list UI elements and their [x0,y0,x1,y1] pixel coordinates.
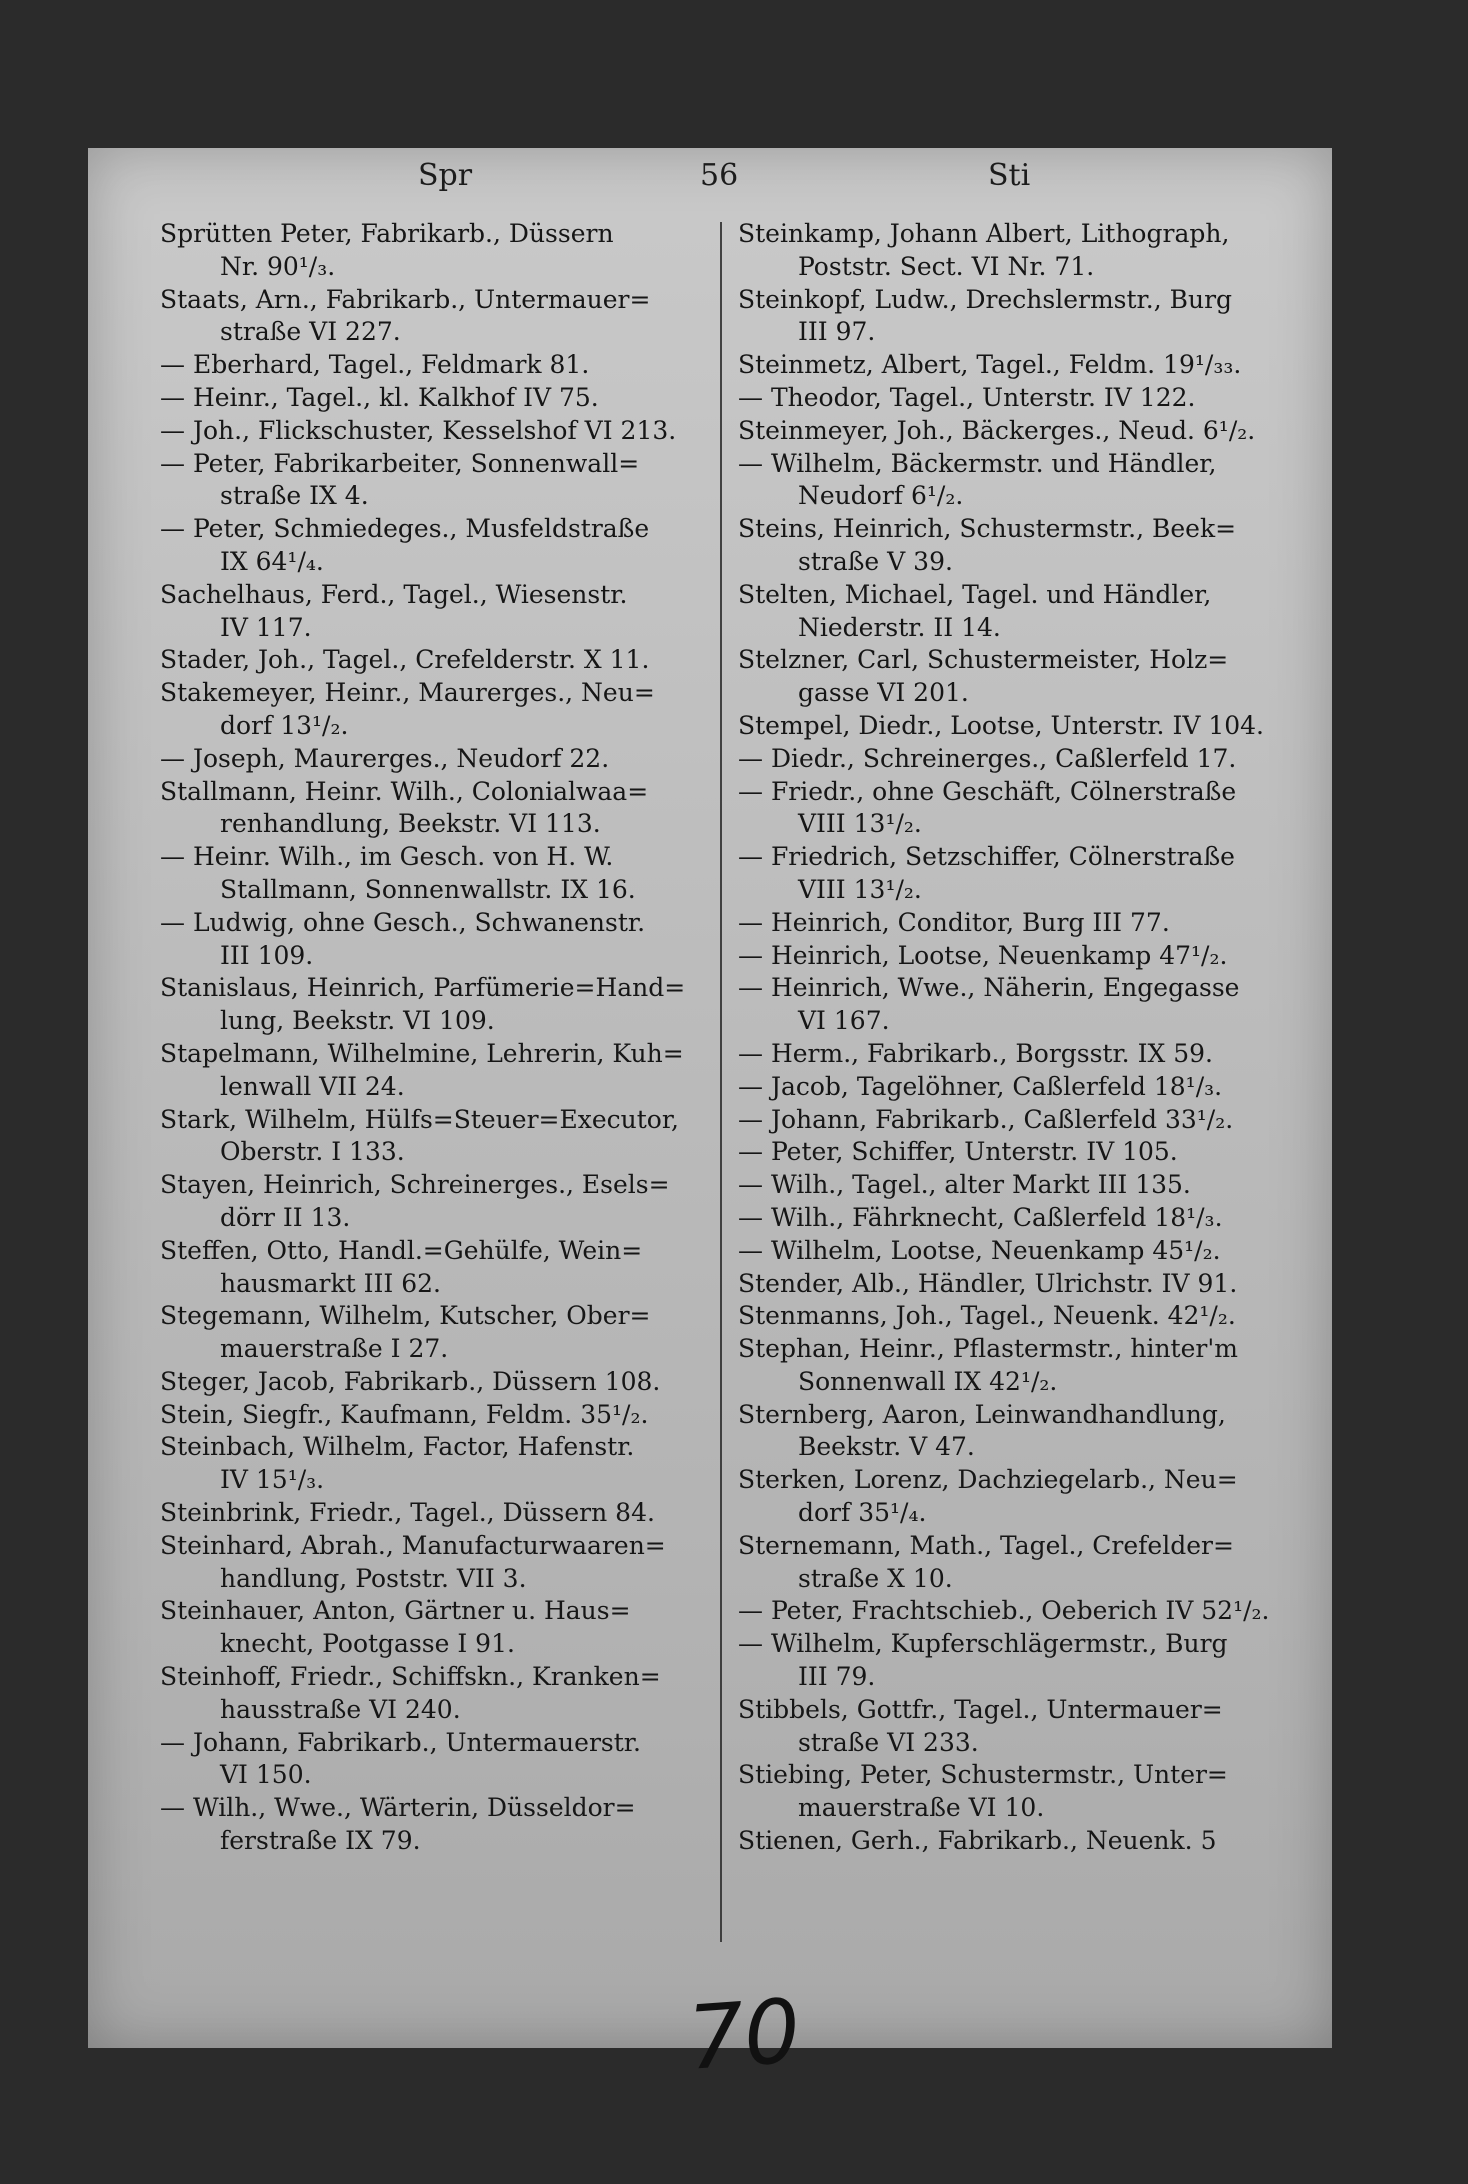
directory-entry-line: dörr II 13. [220,1202,351,1232]
directory-entry-line: Stender, Alb., Händler, Ulrichstr. IV 91. [738,1268,1238,1298]
directory-entry-line: Stayen, Heinrich, Schreinerges., Esels= [160,1170,670,1200]
directory-entry-line: gasse VI 201. [798,678,969,708]
directory-entry-line: lenwall VII 24. [220,1071,405,1101]
directory-entry-line: — Eberhard, Tagel., Feldmark 81. [160,350,590,380]
directory-entry-line: Stenmanns, Joh., Tagel., Neuenk. 42¹/₂. [738,1301,1236,1331]
directory-entry-line: dorf 35¹/₄. [798,1498,927,1528]
document-page [88,148,1332,2090]
directory-entry-line: Stegemann, Wilhelm, Kutscher, Ober= [160,1301,651,1331]
page-number: 56 [700,158,739,193]
directory-entry-line: — Heinrich, Wwe., Näherin, Engegasse [738,973,1240,1003]
directory-entry-line: hausstraße VI 240. [220,1694,461,1724]
directory-entry-line: III 97. [798,317,876,347]
directory-entry-line: Poststr. Sect. VI Nr. 71. [798,251,1095,281]
right-column [738,218,1298,1858]
directory-entry-line: Sonnenwall IX 42¹/₂. [798,1366,1058,1396]
directory-entry-line: — Heinr. Wilh., im Gesch. von H. W. [160,842,614,872]
directory-entry-line: VI 150. [220,1760,312,1790]
directory-entry-line: III 109. [220,940,314,970]
directory-entry-line: Steins, Heinrich, Schustermstr., Beek= [738,514,1237,544]
left-column [160,218,720,1858]
directory-entry-line: — Wilhelm, Lootse, Neuenkamp 45¹/₂. [738,1235,1221,1265]
directory-entry-line: Sternberg, Aaron, Leinwandhandlung, [738,1399,1226,1429]
directory-entry-line: — Peter, Fabrikarbeiter, Sonnenwall= [160,448,640,478]
directory-entry-line: Steinhauer, Anton, Gärtner u. Haus= [160,1596,631,1626]
directory-entry-line: — Herm., Fabrikarb., Borgsstr. IX 59. [738,1038,1213,1068]
directory-entry-line: — Wilhelm, Bäckermstr. und Händler, [738,448,1217,478]
directory-entry-line: Stienen, Gerh., Fabrikarb., Neuenk. 5 [738,1826,1217,1856]
directory-entry-line: lung, Beekstr. VI 109. [220,1006,495,1036]
directory-entry-line: Beekstr. V 47. [798,1432,975,1462]
directory-entry-line: Stein, Siegfr., Kaufmann, Feldm. 35¹/₂. [160,1399,649,1429]
directory-entry-line: Stakemeyer, Heinr., Maurerges., Neu= [160,678,655,708]
directory-entry-line: Steinmeyer, Joh., Bäckerges., Neud. 6¹/₂. [738,415,1256,445]
directory-entry-line: Steinbach, Wilhelm, Factor, Hafenstr. [160,1432,635,1462]
directory-entry-line: Stark, Wilhelm, Hülfs=Steuer=Executor, [160,1104,679,1134]
directory-entry-line: — Peter, Frachtschieb., Oeberich IV 52¹/₂. [738,1596,1270,1626]
directory-entry-line: — Heinr., Tagel., kl. Kalkhof IV 75. [160,382,599,412]
directory-entry-line: VI 167. [798,1006,890,1036]
directory-entry-line: dorf 13¹/₂. [220,710,349,740]
directory-entry-line: Stelten, Michael, Tagel. und Händler, [738,579,1212,609]
directory-entry-line: Stader, Joh., Tagel., Crefelderstr. X 11. [160,645,650,675]
directory-entry-line: III 79. [798,1662,876,1692]
directory-entry-line: — Peter, Schmiedeges., Musfeldstraße [160,514,650,544]
directory-entry-line: — Jacob, Tagelöhner, Caßlerfeld 18¹/₃. [738,1071,1223,1101]
directory-entry-line: Sachelhaus, Ferd., Tagel., Wiesenstr. [160,579,628,609]
directory-entry-line: Staats, Arn., Fabrikarb., Untermauer= [160,284,651,314]
directory-entry-line: IX 64¹/₄. [220,546,324,576]
directory-entry-line: Steinkamp, Johann Albert, Lithograph, [738,219,1230,248]
header-left-keyword: Spr [418,158,473,193]
directory-entry-line: straße V 39. [798,546,953,576]
directory-entry-line: Sterken, Lorenz, Dachziegelarb., Neu= [738,1465,1238,1495]
directory-entry-line: Oberstr. I 133. [220,1137,405,1167]
directory-entry-line: Stallmann, Heinr. Wilh., Colonialwaa= [160,776,649,806]
directory-entry-line: ferstraße IX 79. [220,1826,421,1856]
directory-entry-line: — Diedr., Schreinerges., Caßlerfeld 17. [738,743,1237,773]
directory-entry-line: — Johann, Fabrikarb., Caßlerfeld 33¹/₂. [738,1104,1234,1134]
directory-entry-line: Nr. 90¹/₃. [220,251,336,281]
directory-entry-line: handlung, Poststr. VII 3. [220,1563,527,1593]
directory-entry-line: Stallmann, Sonnenwallstr. IX 16. [220,874,636,904]
page-header [88,154,1332,204]
directory-entry-line: Steger, Jacob, Fabrikarb., Düssern 108. [160,1366,661,1396]
directory-entry-line: — Ludwig, ohne Gesch., Schwanenstr. [160,907,646,937]
directory-entry-line: Neudorf 6¹/₂. [798,481,964,511]
directory-entry-line: Sprütten Peter, Fabrikarb., Düssern [160,219,614,248]
header-right-keyword: Sti [988,158,1031,193]
directory-entry-line: Steinhoff, Friedr., Schiffskn., Kranken= [160,1662,661,1692]
column-divider [720,222,722,1942]
directory-entry-line: — Joseph, Maurerges., Neudorf 22. [160,743,610,773]
directory-entry-line: — Joh., Flickschuster, Kesselshof VI 213. [160,415,677,445]
directory-entry-line: — Wilh., Fährknecht, Caßlerfeld 18¹/₃. [738,1202,1223,1232]
directory-entry-line: straße X 10. [798,1563,953,1593]
directory-entry-line: Stephan, Heinr., Pflastermstr., hinter'm [738,1334,1238,1364]
directory-entry-line: — Wilh., Tagel., alter Markt III 135. [738,1170,1191,1200]
directory-entry-line: IV 15¹/₃. [220,1465,325,1495]
directory-entry-line: straße IX 4. [220,481,369,511]
handwritten-page-note: 70 [684,1979,804,2090]
directory-entry-line: mauerstraße I 27. [220,1334,449,1364]
directory-entry-line: Stapelmann, Wilhelmine, Lehrerin, Kuh= [160,1038,684,1068]
directory-entry-line: IV 117. [220,612,312,642]
directory-entry-line: VIII 13¹/₂. [798,874,922,904]
directory-entry-line: knecht, Pootgasse I 91. [220,1629,515,1659]
directory-entry-line: VIII 13¹/₂. [798,809,922,839]
directory-entry-line: Niederstr. II 14. [798,612,1001,642]
directory-entry-line: Steinbrink, Friedr., Tagel., Düssern 84. [160,1498,655,1528]
directory-entry-line: straße VI 227. [220,317,401,347]
directory-entry-line: Steffen, Otto, Handl.=Gehülfe, Wein= [160,1235,643,1265]
directory-entry-line: Sternemann, Math., Tagel., Crefelder= [738,1530,1234,1560]
directory-entry-line: straße VI 233. [798,1727,979,1757]
directory-entry-line: — Heinrich, Lootse, Neuenkamp 47¹/₂. [738,940,1228,970]
directory-entry-line: mauerstraße VI 10. [798,1793,1045,1823]
directory-entry-line: Stelzner, Carl, Schustermeister, Holz= [738,645,1229,675]
directory-entry-line: Steinmetz, Albert, Tagel., Feldm. 19¹/₃₃. [738,350,1242,380]
directory-entry-line: Stanislaus, Heinrich, Parfümerie=Hand= [160,973,686,1003]
directory-entry-line: — Heinrich, Conditor, Burg III 77. [738,907,1170,937]
directory-entry-line: — Friedrich, Setzschiffer, Cölnerstraße [738,842,1235,872]
directory-entry-line: — Theodor, Tagel., Unterstr. IV 122. [738,382,1196,412]
directory-entry-line: — Friedr., ohne Geschäft, Cölnerstraße [738,776,1237,806]
directory-entry-line: hausmarkt III 62. [220,1268,441,1298]
directory-entry-line: Steinhard, Abrah., Manufacturwaaren= [160,1530,666,1560]
directory-entry-line: — Wilhelm, Kupferschlägermstr., Burg [738,1629,1228,1659]
directory-entry-line: Steinkopf, Ludw., Drechslermstr., Burg [738,284,1233,314]
directory-entry-line: renhandlung, Beekstr. VI 113. [220,809,601,839]
directory-entry-line: — Peter, Schiffer, Unterstr. IV 105. [738,1137,1178,1167]
directory-entry-line: — Johann, Fabrikarb., Untermauerstr. [160,1727,641,1757]
directory-entry-line: Stiebing, Peter, Schustermstr., Unter= [738,1760,1228,1790]
directory-entry-line: — Wilh., Wwe., Wärterin, Düsseldor= [160,1793,636,1823]
directory-entry-line: Stibbels, Gottfr., Tagel., Untermauer= [738,1694,1223,1724]
directory-entry-line: Stempel, Diedr., Lootse, Unterstr. IV 104. [738,710,1264,740]
